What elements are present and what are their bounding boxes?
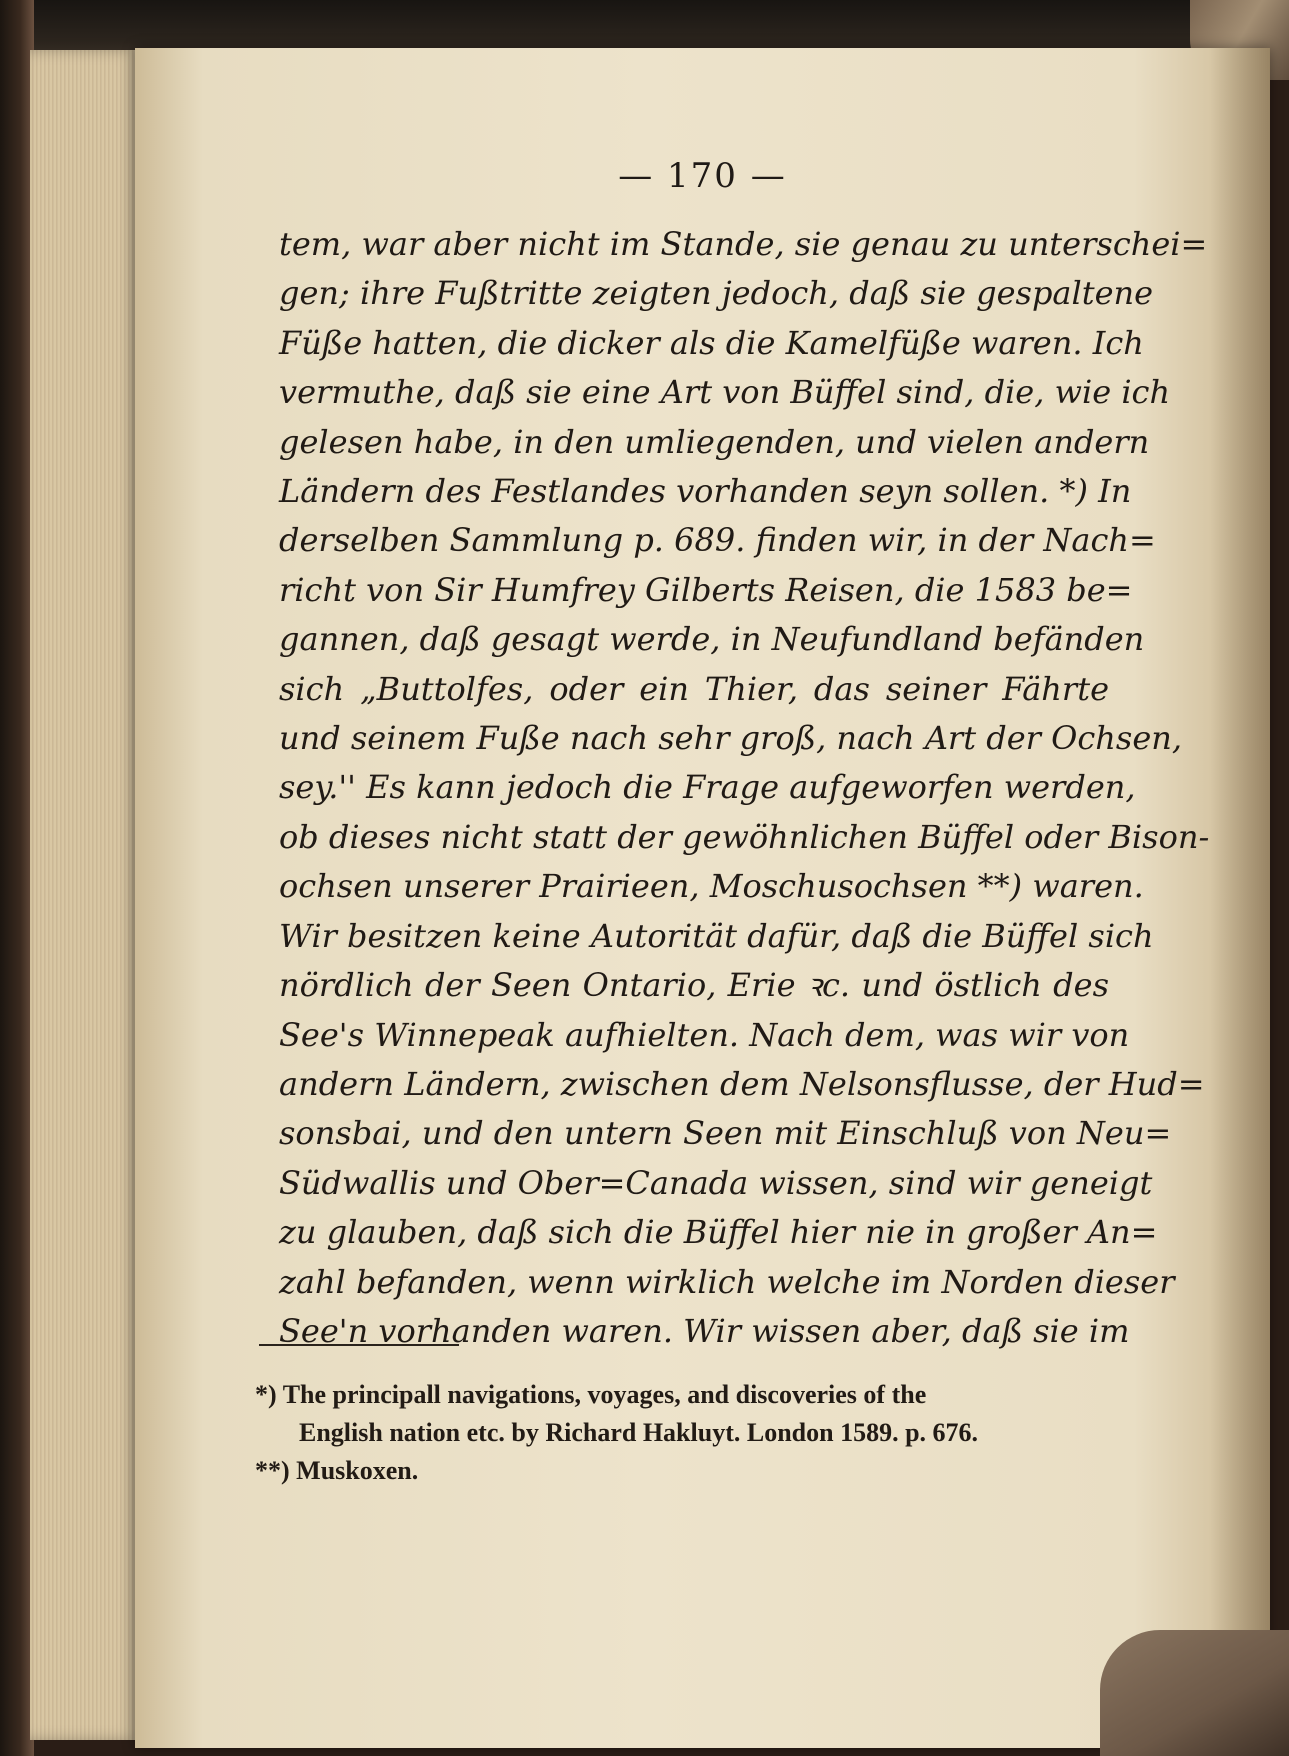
text-line: zahl befanden, wenn wirklich welche im Norden dieser (279, 1262, 1175, 1301)
footnote-1 (255, 1376, 1125, 1414)
book-cover-edge (0, 0, 34, 1756)
text-line: gannen, daß gesagt werde, in Neufundland befänden (279, 620, 1145, 659)
text-line: und seinem Fuße nach sehr groß, nach Art der Ochsen, (279, 719, 1183, 758)
text-line: gen; ihre Fußtritte zeigten jedoch, daß sie gespaltene (279, 274, 1154, 313)
footnote-divider (259, 1344, 459, 1346)
footnote-mark: **) (255, 1456, 290, 1485)
text-line: vermuthe, daß sie eine Art von Büffel sind, die, wie ich (279, 373, 1171, 412)
footnotes (255, 1376, 1125, 1490)
text-line: sich „Buttolfes, oder ein Thier, das seiner Fährte (279, 669, 1109, 708)
text-line: richt von Sir Humfrey Gilberts Reisen, die 1583 be= (279, 570, 1133, 609)
text-line: Ländern des Festlandes vorhanden seyn sollen. *) In (279, 472, 1132, 511)
text-line: See's Winnepeak aufhielten. Nach dem, was wir von (279, 1015, 1130, 1054)
book-page (135, 48, 1270, 1748)
text-line: sey.'' Es kann jedoch die Frage aufgeworfen werden, (279, 768, 1136, 807)
page-stack-edges (30, 50, 140, 1740)
footnote-mark: *) (255, 1380, 277, 1409)
text-line: Wir besitzen keine Autorität dafür, daß die Büffel sich (279, 916, 1154, 955)
page-gutter-shadow (1210, 48, 1270, 1748)
text-line: zu glauben, daß sich die Büffel hier nie in großer An= (279, 1213, 1158, 1252)
text-line: See'n vorhanden waren. Wir wissen aber, daß sie im (279, 1311, 1130, 1350)
text-line: Südwallis und Ober=Canada wissen, sind wir geneigt (279, 1163, 1153, 1202)
text-line: Füße hatten, die dicker als die Kamelfüße waren. Ich (279, 323, 1144, 362)
text-line: sonsbai, und den untern Seen mit Einschluß von Neu= (279, 1114, 1172, 1153)
text-line: gelesen habe, in den umliegenden, und vielen andern (279, 422, 1150, 461)
text-line: derselben Sammlung p. 689. finden wir, in der Nach= (279, 521, 1156, 560)
text-line: tem, war aber nicht im Stande, sie genau zu unterschei= (279, 225, 1208, 263)
footnote-2 (255, 1452, 1125, 1490)
footnote-text: The principall navigations, voyages, and discoveries of the (282, 1380, 927, 1409)
text-line: ob dieses nicht statt der gewöhnlichen Büffel oder Bison- (279, 817, 1210, 856)
text-line: ochsen unserer Prairieen, Moschusochsen **) waren. (279, 867, 1144, 906)
text-line: nördlich der Seen Ontario, Erie ꝛc. und östlich des (279, 966, 1109, 1005)
text-line: andern Ländern, zwischen dem Nelsonsflusse, der Hud= (279, 1064, 1205, 1103)
page-number: — 170 — (618, 156, 787, 196)
bookmark-ribbon-bottom (1100, 1630, 1289, 1756)
footnote-1-continuation: English nation etc. by Richard Hakluyt. London 1589. p. 676. (299, 1418, 979, 1447)
body-text (279, 220, 1210, 1356)
footnote-text: Muskoxen. (296, 1456, 419, 1485)
